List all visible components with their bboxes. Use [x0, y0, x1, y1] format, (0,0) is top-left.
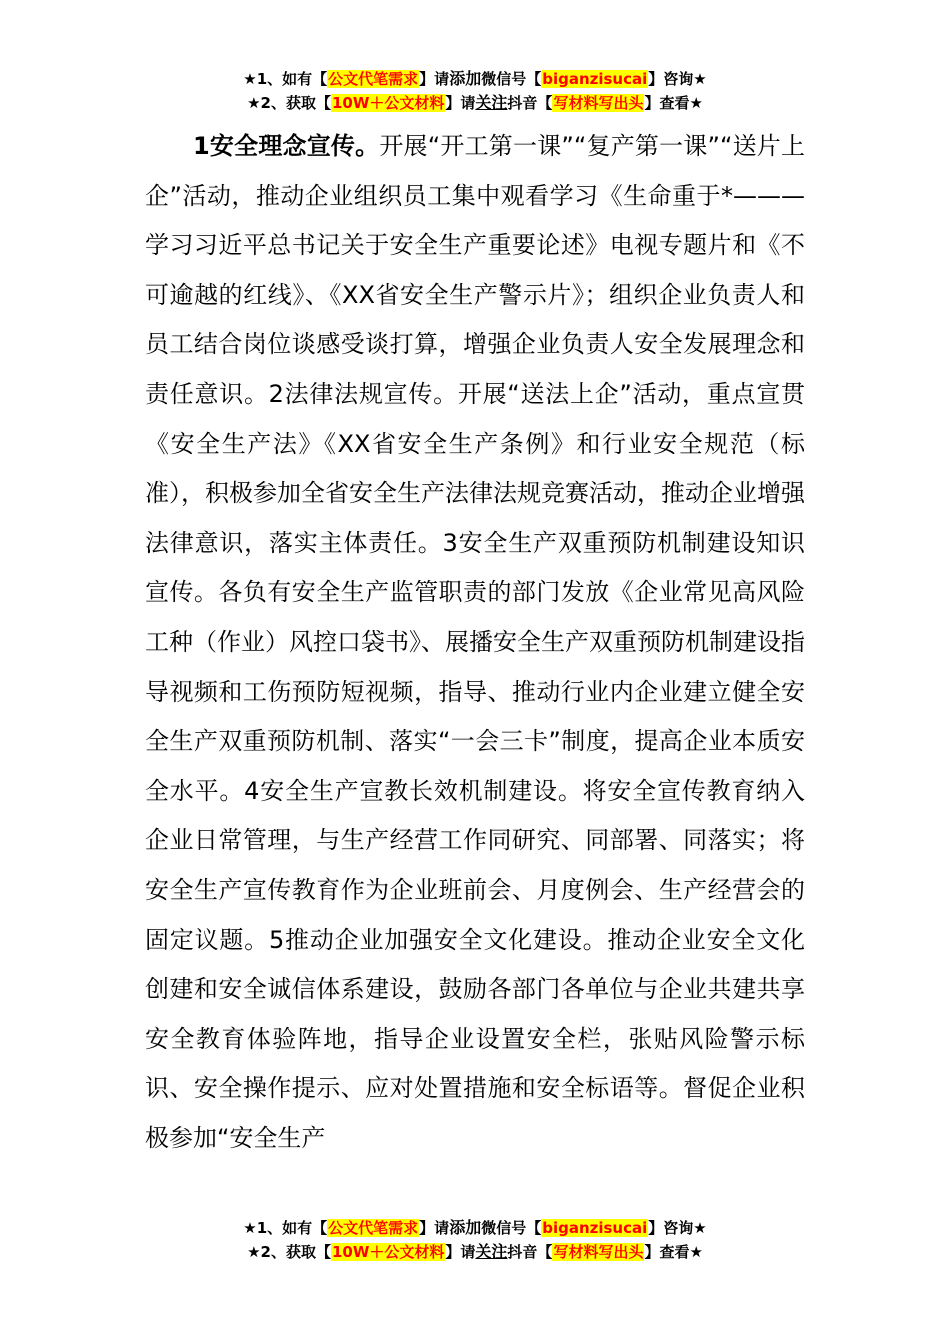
- banner-text: 】查看★: [644, 1243, 703, 1261]
- banner-text: 】请: [419, 70, 450, 88]
- banner-text: 】请: [419, 1219, 450, 1237]
- banner-emphasis: 关注: [475, 1242, 508, 1261]
- banner-text: 微信号【: [481, 70, 542, 88]
- banner-highlight: biganzisucai: [542, 1219, 648, 1237]
- banner-highlight: 10W＋公文材料: [331, 1243, 445, 1261]
- section-lead-heading: 1安全理念宣传。: [193, 132, 380, 160]
- banner-text: ★1、如有【: [243, 70, 328, 88]
- banner-text: ★2、获取【: [247, 1243, 331, 1261]
- banner-emphasis: 关注: [475, 93, 508, 112]
- banner-line-2: [0, 1240, 950, 1264]
- banner-emphasis: 添加: [449, 1218, 482, 1237]
- banner-text: ★2、获取【: [247, 94, 331, 112]
- banner-line-1: [0, 1216, 950, 1240]
- footer-banner: [0, 1216, 950, 1264]
- banner-text: 】请: [445, 1243, 476, 1261]
- banner-text: 】咨询★: [648, 70, 707, 88]
- banner-highlight: biganzisucai: [542, 70, 648, 88]
- document-body: [145, 122, 805, 1163]
- header-banner: [0, 67, 950, 115]
- banner-highlight: 写材料写出头: [553, 1243, 644, 1261]
- banner-text: ★1、如有【: [243, 1219, 328, 1237]
- banner-text: 抖音【: [507, 94, 553, 112]
- banner-highlight: 10W＋公文材料: [331, 94, 445, 112]
- banner-emphasis: 添加: [449, 69, 482, 88]
- banner-text: 】请: [445, 94, 476, 112]
- body-paragraph: 开展“开工第一课”“复产第一课”“送片上企”活动，推动企业组织员工集中观看学习《生命重于*———学习习近平总书记关于安全生产重要论述》电视专题片和《不可逾越的红线》、《XX省安全生产警示片》；组织企业负责人和员工结合岗位谈感受谈打算，增强企业负责人安全发展理念和责任意识。2法律法规宣传。开展“送法上企”活动，重点宣贯《安全生产法》《XX省安全生产条例》和行业安全规范（标准），积极参加全省安全生产法律法规竞赛活动，推动企业增强法律意识，落实主体责任。3安全生产双重预防机制建设知识宣传。各负有安全生产监管职责的部门发放《企业常见高风险工种（作业）风控口袋书》、展播安全生产双重预防机制建设指导视频和工伤预防短视频，指导、推动行业内企业建立健全安全生产双重预防机制、落实“一会三卡”制度，提高企业本质安全水平。4安全生产宣教长效机制建设。将安全宣传教育纳入企业日常管理，与生产经营工作同研究、同部署、同落实；将安全生产宣传教育作为企业班前会、月度例会、生产经营会的固定议题。5推动企业加强安全文化建设。推动企业安全文化创建和安全诚信体系建设，鼓励各部门各单位与企业共建共享安全教育体验阵地，指导企业设置安全栏，张贴风险警示标识、安全操作提示、应对处置措施和安全标语等。督促企业积极参加“安全生产: [145, 132, 805, 1152]
- banner-highlight: 写材料写出头: [553, 94, 644, 112]
- banner-text: 】查看★: [644, 94, 703, 112]
- banner-line-1: [0, 67, 950, 91]
- banner-highlight: 公文代笔需求: [328, 1219, 419, 1237]
- banner-highlight: 公文代笔需求: [328, 70, 419, 88]
- banner-line-2: [0, 91, 950, 115]
- banner-text: 】咨询★: [648, 1219, 707, 1237]
- banner-text: 抖音【: [507, 1243, 553, 1261]
- banner-text: 微信号【: [481, 1219, 542, 1237]
